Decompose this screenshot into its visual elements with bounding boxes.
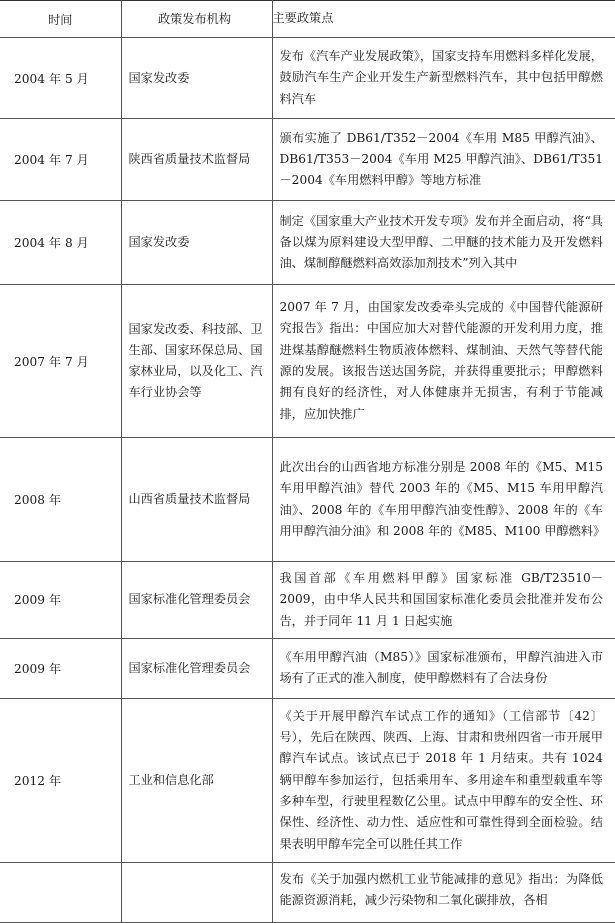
table-row — [0, 285, 615, 438]
cell-agency — [121, 862, 272, 922]
cell-agency: 国家标准化管理委员会 — [121, 562, 272, 639]
cell-agency: 国家标准化管理委员会 — [121, 638, 272, 698]
cell-policy: 此次出台的山西省地方标准分别是 2008 年的《M5、M15 车用甲醇汽油》替代 2003 年的《M5、M15 车用甲醇汽油》、2008 年的《车用甲醇汽油变性醇》、2008 年的《车用甲醇汽油分油》和 2008 年的《M85、M100 甲醇燃料》 — [272, 438, 615, 562]
cell-time — [0, 862, 121, 922]
cell-agency: 工业和信息化部 — [121, 698, 272, 862]
cell-policy: 《关于开展甲醇汽车试点工作的通知》（工信部节〔42〕号），先后在陕西、陕西、上海、甘肃和贵州四省一市开展甲醇汽车试点。该试点已于 2018 年 1 月结束。共有 1024 辆甲醇车参加运行，包括乘用车、多用途车和重型载重车等多种车型，行驶里程数亿公里。试点中甲醇车的安全性、环保性、经济性、动力性、适应性和可靠性得到全面检验。结果表明甲醇车完全可以胜任其工作 — [272, 698, 615, 862]
cell-time: 2004 年 7 月 — [0, 119, 121, 201]
cell-agency: 山西省质量技术监督局 — [121, 438, 272, 562]
cell-agency: 国家发改委、科技部、卫生部、国家环保总局、国家林业局，以及化工、汽车行业协会等 — [121, 285, 272, 438]
cell-time: 2007 年 7 月 — [0, 285, 121, 438]
header-time: 时间 — [0, 1, 121, 38]
cell-policy: 颁布实施了 DB61/T352－2004《车用 M85 甲醇汽油》、DB61/T353－2004《车用 M25 甲醇汽油》、DB61/T351－2004《车用燃料甲醇》等地方标准 — [272, 119, 615, 201]
cell-agency: 国家发改委 — [121, 201, 272, 285]
table-row — [0, 638, 615, 698]
cell-policy: 2007 年 7 月，由国家发改委牵头完成的《中国替代能源研究报告》指出：中国应加大对替代能源的开发利用力度，推进煤基醇醚燃料生物质液体燃料、煤制油、天然气等替代能源的发展。该报告送达国务院，并获得重要批示；甲醇燃料拥有良好的经济性，对人体健康并无损害，有利于节能减排，应加快推广 — [272, 285, 615, 438]
cell-agency: 国家发改委 — [121, 38, 272, 119]
table-header-row — [0, 1, 615, 38]
cell-policy: 我国首部《车用燃料甲醇》国家标准 GB/T23510－2009，由中华人民共和国国家标准化委员会批准并发布公告，并于同年 11 月 1 日起实施 — [272, 562, 615, 639]
table-row — [0, 698, 615, 862]
cell-policy: 制定《国家重大产业技术开发专项》发布并全面启动，将“具备以煤为原料建设大型甲醇、二甲醚的技术能力及开发燃料油、煤制醇醚燃料高效添加剂技术”列入其中 — [272, 201, 615, 285]
cell-policy: 《车用甲醇汽油（M85）》国家标准颁布，甲醇汽油进入市场有了正式的准入制度，使甲醇燃料有了合法身份 — [272, 638, 615, 698]
table-row — [0, 201, 615, 285]
cell-time: 2008 年 — [0, 438, 121, 562]
cell-time: 2012 年 — [0, 698, 121, 862]
table-row — [0, 119, 615, 201]
cell-time: 2009 年 — [0, 562, 121, 639]
cell-policy: 发布《关于加强内燃机工业节能减排的意见》指出：为降低能源资源消耗，减少污染物和二氧化碳排放，各相 — [272, 862, 615, 922]
cell-time: 2009 年 — [0, 638, 121, 698]
cell-agency: 陕西省质量技术监督局 — [121, 119, 272, 201]
table-row — [0, 38, 615, 119]
table-row — [0, 562, 615, 639]
header-policy: 主要政策点 — [272, 1, 615, 38]
table-row — [0, 438, 615, 562]
header-agency: 政策发布机构 — [121, 1, 272, 38]
cell-time: 2004 年 5 月 — [0, 38, 121, 119]
cell-time: 2004 年 8 月 — [0, 201, 121, 285]
table-row — [0, 862, 615, 922]
cell-policy: 发布《汽车产业发展政策》，国家支持车用燃料多样化发展，鼓励汽车生产企业开发生产新型燃料汽车，其中包括甲醇燃料汽车 — [272, 38, 615, 119]
